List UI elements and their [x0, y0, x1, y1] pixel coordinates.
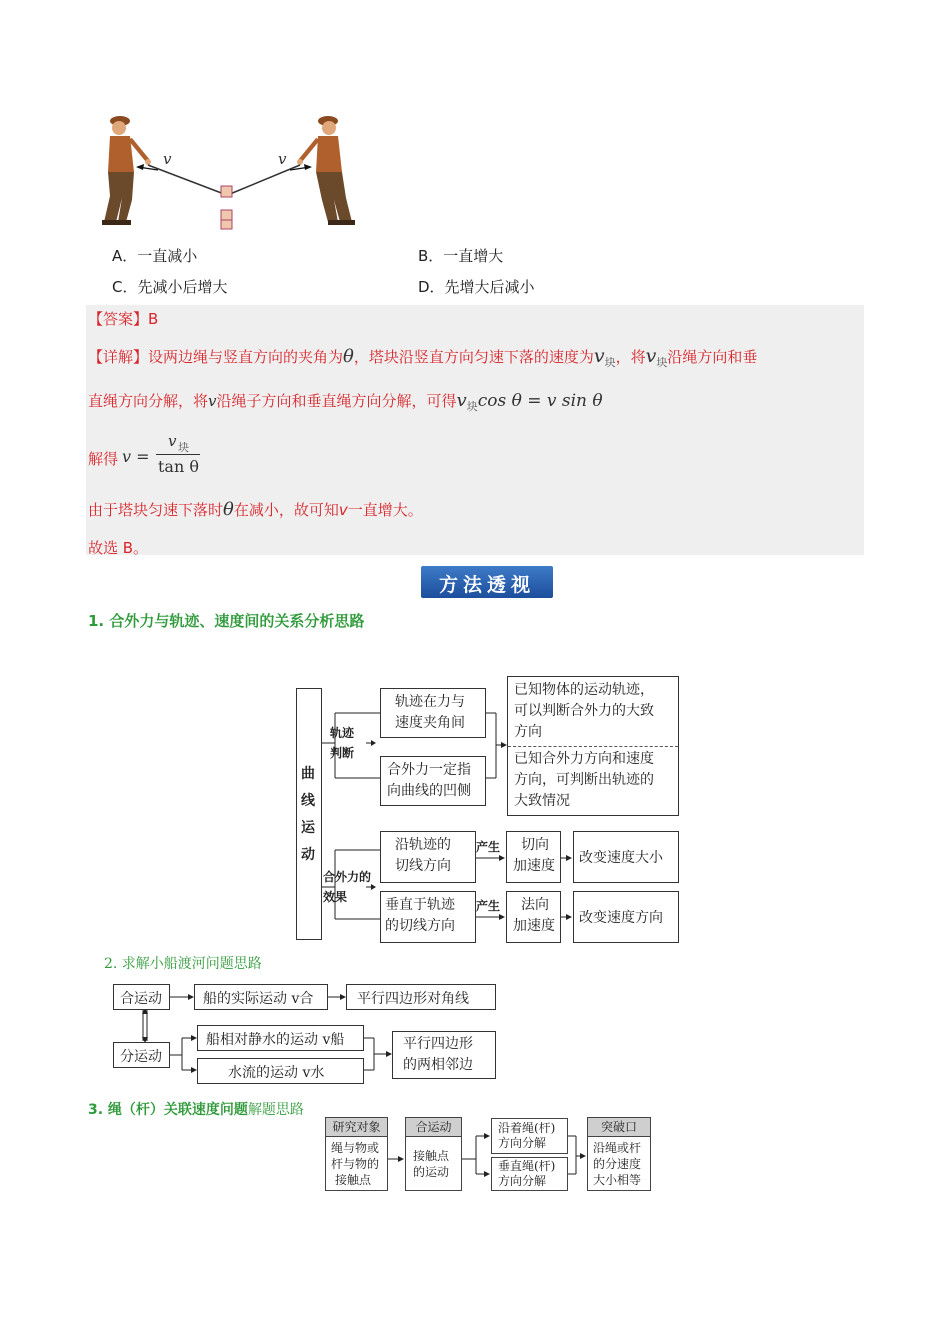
box-breakthrough: 突破口 沿绳或杆 的分速度 大小相等: [587, 1117, 651, 1191]
box-actual-motion: 船的实际运动 v合: [194, 984, 328, 1010]
detail-line-2: 直绳方向分解，将v沿绳子方向和垂直绳方向分解，可得$v_块\cos$ θ = v sin θ: [88, 390, 603, 413]
velocity-label-left: v: [163, 150, 172, 168]
box-tangential-acc: 切向 加速度: [506, 831, 561, 883]
curve-motion-diagram: [290, 675, 690, 945]
box-change-direction: 改变速度方向: [573, 891, 679, 943]
answer-box: [86, 305, 864, 555]
trajectory-judge-label: 轨迹判断: [330, 726, 355, 760]
detail-label: 【详解】: [88, 348, 149, 366]
force-effect-label: 合外力的效果: [323, 870, 372, 904]
box-normal-acc: 法向 加速度: [506, 891, 561, 943]
box-relative-motion: 船相对静水的运动 v船: [197, 1025, 364, 1051]
right-conclusion-a: 已知物体的运动轨迹， 可以判断合外力的大致 方向: [514, 682, 654, 740]
right-worker-illustration: [297, 116, 355, 225]
produce-label-1: 产生: [476, 840, 501, 854]
left-worker-illustration: [102, 116, 151, 225]
rope-pulling-figure: [88, 110, 368, 232]
section-banner: 方法透视: [421, 566, 553, 598]
box-research-object: 研究对象 绳与物或 杆与物的 接触点: [325, 1117, 388, 1191]
theta-symbol: θ: [343, 346, 354, 367]
section-1-title: 1. 合外力与轨迹、速度间的关系分析思路: [88, 612, 365, 630]
box-change-magnitude: 改变速度大小: [573, 831, 679, 883]
right-conclusion-box: [507, 676, 679, 816]
option-a: A．一直减小: [112, 247, 198, 265]
section-3-title: 3. 绳（杆）关联速度问题解题思路: [88, 1102, 304, 1118]
box-diagonal: 平行四边形对角线: [346, 984, 496, 1010]
equation-cos-sin: cos θ = v sin θ: [477, 391, 603, 411]
option-b: B．一直增大: [418, 247, 504, 265]
box-combined-motion: 合运动: [113, 984, 170, 1010]
box-perpendicular-rope: 垂直绳(杆) 方向分解: [491, 1157, 568, 1191]
box-normal-direction: 垂直于轨迹 的切线方向: [380, 891, 476, 943]
detail-line-5: 故选 B。: [88, 539, 149, 557]
produce-label-2: 产生: [476, 899, 501, 913]
box-component-motion: 分运动: [113, 1042, 170, 1068]
box-combined: 合运动 接触点 的运动: [405, 1117, 462, 1191]
box-trajectory-between: 轨迹在力与 速度夹角间: [380, 688, 486, 738]
box-force-concave: 合外力一定指 向曲线的凹侧: [380, 756, 486, 806]
rope-velocity-diagram: [322, 1116, 662, 1196]
curve-motion-box: 曲线运动: [296, 688, 322, 940]
option-d: D．先增大后减小: [418, 278, 535, 296]
answer-label: 【答案】B: [88, 310, 159, 328]
right-conclusion-b: 已知合外力方向和速度 方向，可判断出轨迹的 大致情况: [514, 751, 654, 809]
detail-line-4: 由于塔块匀速下落时θ在减小，故可知v一直增大。: [88, 499, 423, 520]
fraction-denominator: tan θ: [158, 457, 199, 476]
box-water-motion: 水流的运动 v水: [197, 1058, 364, 1084]
detail-line-1: 【详解】设两边绳与竖直方向的夹角为θ，塔块沿竖直方向匀速下落的速度为$v_块$，将$v_块$沿绳方向和垂: [88, 345, 758, 369]
boat-crossing-diagram: [110, 980, 510, 1086]
section-2-title: 2. 求解小船渡河问题思路: [104, 956, 262, 972]
velocity-label-right: v: [278, 150, 287, 168]
detail-line-3: 解得 v = v 块 tan θ: [88, 432, 199, 476]
box-adjacent-sides: 平行四边形 的两相邻边: [392, 1031, 496, 1079]
box-along-rope: 沿着绳(杆) 方向分解: [491, 1118, 568, 1154]
option-c: C．先减小后增大: [112, 278, 228, 296]
box-tangent-direction: 沿轨迹的 切线方向: [380, 831, 476, 883]
